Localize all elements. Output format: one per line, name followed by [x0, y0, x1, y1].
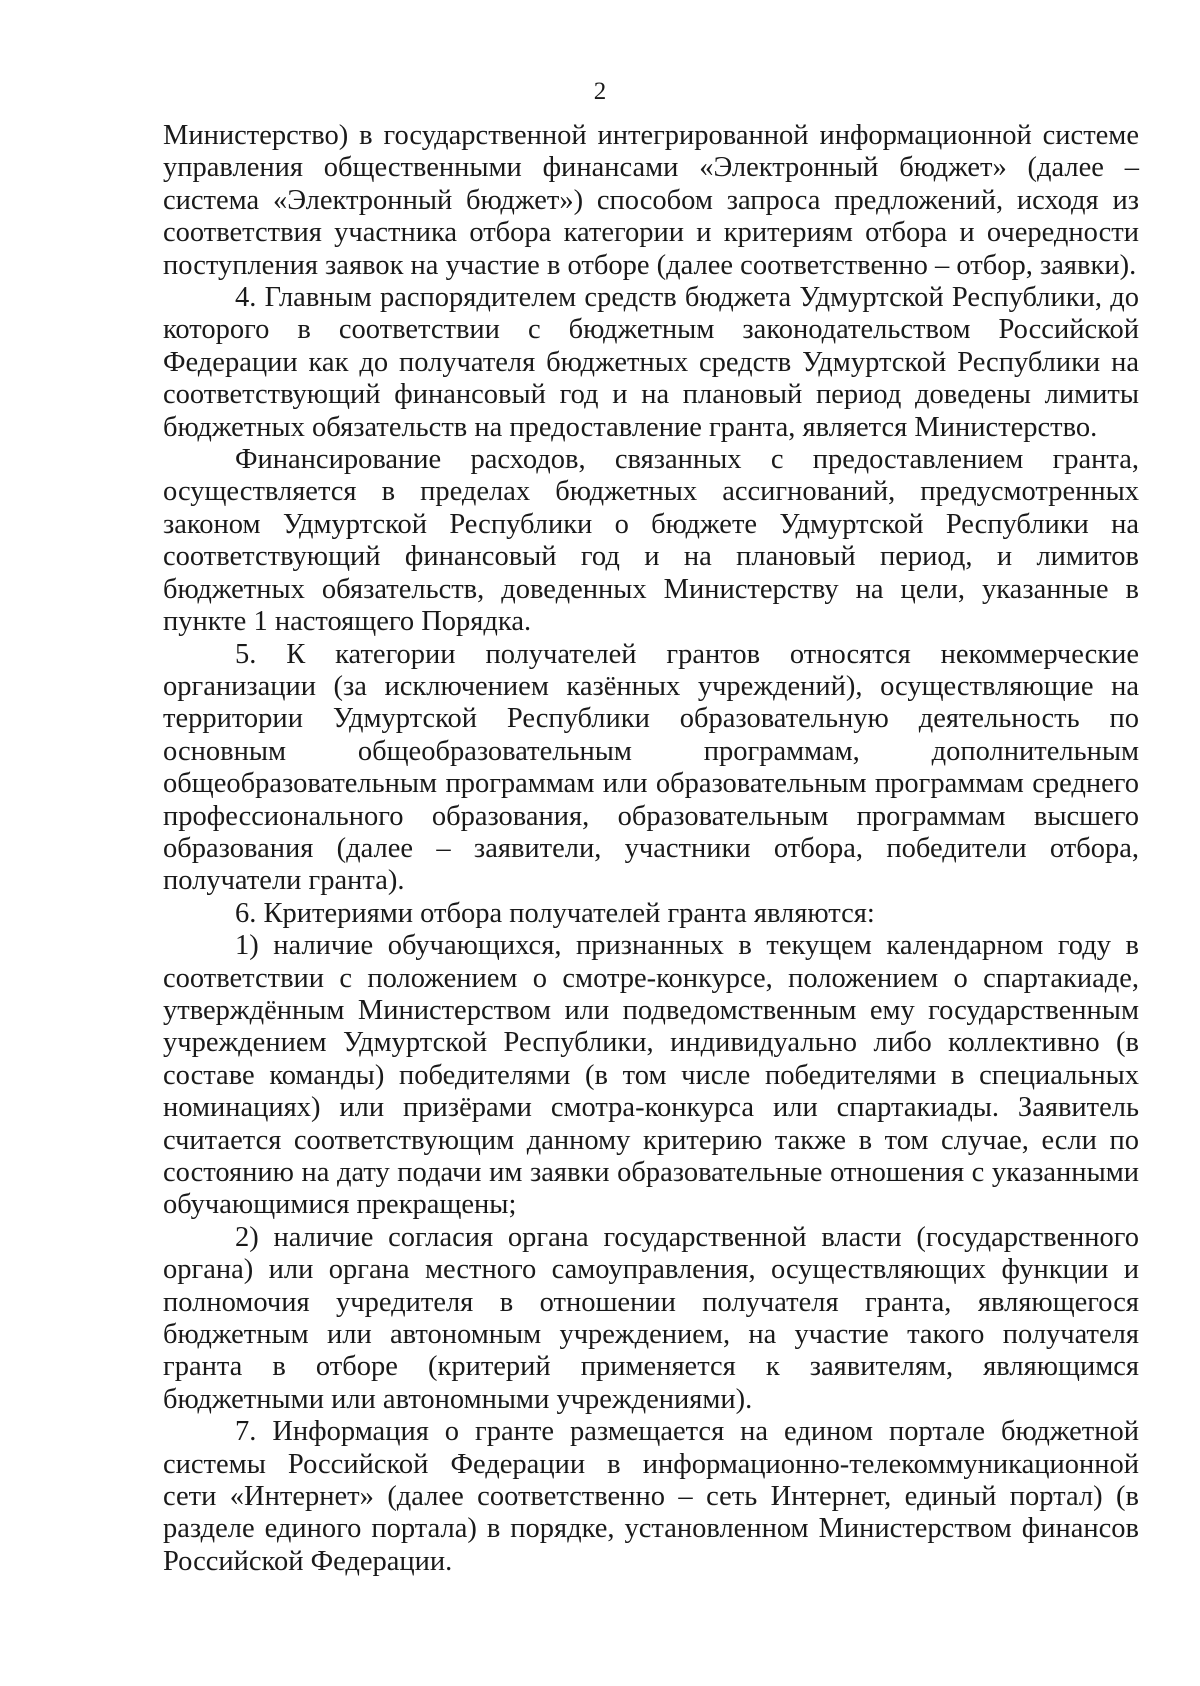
paragraph-item-4: 4. Главным распорядителем средств бюджета Удмуртской Республики, до которого в соответствии с бюджетным законодательством Российской Федерации как до получателя бюджетных средств Удмуртской Республики на соответствующий финансовый год и на плановый период доведены лимиты бюджетных обязательств на предоставление гранта, является Министерство.	[163, 282, 1139, 443]
paragraph-criterion-2: 2) наличие согласия органа государственной власти (государственного органа) или органа местного самоуправления, осуществляющих функции и полномочия учредителя в отношении получателя гранта, являющегося бюджетным или автономным учреждением, на участие такого получателя гранта в отборе (критерий применяется к заявителям, являющимся бюджетными или автономными учреждениями).	[163, 1221, 1139, 1415]
page-number: 2	[593, 78, 607, 105]
document-body	[163, 120, 1139, 1578]
paragraph-continuation: Министерство) в государственной интегрированной информационной системе управления общественными финансами «Электронный бюджет» (далее – система «Электронный бюджет») способом запроса предложений, исходя из соответствия участника отбора категории и критериям отбора и очередности поступления заявок на участие в отборе (далее соответственно – отбор, заявки).	[163, 120, 1139, 281]
paragraph-item-5: 5. К категории получателей грантов относятся некоммерческие организации (за исключением казённых учреждений), осуществляющие на территории Удмуртской Республики образовательную деятельность по основным общеобразовательным программам, дополнительным общеобразовательным программам или образовательным программам среднего профессионального образования, образовательным программам высшего образования (далее – заявители, участники отбора, победители отбора, получатели гранта).	[163, 638, 1139, 897]
paragraph-financing: Финансирование расходов, связанных с предоставлением гранта, осуществляется в пределах бюджетных ассигнований, предусмотренных законом Удмуртской Республики о бюджете Удмуртской Республики на соответствующий финансовый год и на плановый период, и лимитов бюджетных обязательств, доведенных Министерству на цели, указанные в пункте 1 настоящего Порядка.	[163, 444, 1139, 638]
paragraph-criterion-1: 1) наличие обучающихся, признанных в текущем календарном году в соответствии с положением о смотре-конкурсе, положением о спартакиаде, утверждённым Министерством или подведомственным ему государственным учреждением Удмуртской Республики, индивидуально либо коллективно (в составе команды) победителями (в том числе победителями в специальных номинациях) или призёрами смотра-конкурса или спартакиады. Заявитель считается соответствующим данному критерию также в том случае, если по состоянию на дату подачи им заявки образовательные отношения с указанными обучающимися прекращены;	[163, 930, 1139, 1221]
paragraph-item-6: 6. Критериями отбора получателей гранта являются:	[235, 897, 875, 929]
paragraph-item-7: 7. Информация о гранте размещается на едином портале бюджетной системы Российской Федерации в информационно-телекоммуникационной сети «Интернет» (далее соответственно – сеть Интернет, единый портал) (в разделе единого портала) в порядке, установленном Министерством финансов Российской Федерации.	[163, 1416, 1139, 1577]
